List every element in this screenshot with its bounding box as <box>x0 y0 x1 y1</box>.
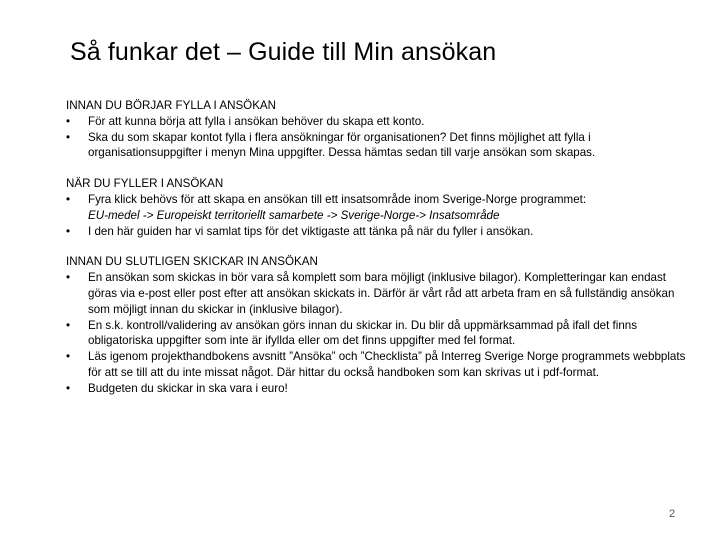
list-item <box>66 381 686 397</box>
list-item <box>66 130 686 162</box>
section-filling-in <box>66 176 686 239</box>
bullet-icon: • <box>66 224 71 238</box>
list-item <box>66 224 686 240</box>
list-item-text: En ansökan som skickas in bör vara så komplett som bara möjligt (inklusive bilagor). Kompletteringar kan endast göras via e-post eller post efter att ansökan skickats in. Därför är vårt råd att arbeta fram en så fullständig ansökan som möjligt innan du skickar in (inklusive bilagor). <box>88 271 675 316</box>
bullet-list <box>66 192 686 239</box>
section-heading: INNAN DU SLUTLIGEN SKICKAR IN ANSÖKAN <box>66 255 318 269</box>
section-before-submit <box>66 254 686 396</box>
list-item <box>66 270 686 317</box>
list-item-text: En s.k. kontroll/validering av ansökan görs innan du skickar in. Du blir då uppmärksammad på ifall det finns obligatoriska uppgifter som inte är ifyllda eller om det finns uppgifter med fel format. <box>88 318 638 348</box>
bullet-icon: • <box>66 350 71 364</box>
navigation-path: EU-medel -> Europeiskt territoriellt samarbete -> Sverige-Norge-> Insatsområde <box>88 208 500 222</box>
list-item <box>66 318 686 350</box>
list-item <box>66 349 686 381</box>
list-item-text: Fyra klick behövs för att skapa en ansökan till ett insatsområde inom Sverige-Norge programmet: <box>88 192 587 206</box>
bullet-icon: • <box>66 114 71 128</box>
section-before-start <box>66 98 686 161</box>
list-item-text: I den här guiden har vi samlat tips för det viktigaste att tänka på när du fyller i ansökan. <box>88 224 534 238</box>
bullet-list <box>66 270 686 396</box>
list-item-text: Läs igenom projekthandbokens avsnitt ”Ansöka” och ”Checklista” på Interreg Sverige Norge programmets webbplats för att se till att du inte missat något. Där hittar du också handboken som kan skrivas ut i pdf-format. <box>88 350 686 379</box>
bullet-icon: • <box>66 271 71 285</box>
page-number: 2 <box>669 508 676 520</box>
bullet-list <box>66 114 686 161</box>
bullet-icon: • <box>66 130 71 144</box>
list-item <box>66 192 686 224</box>
section-heading: NÄR DU FYLLER I ANSÖKAN <box>66 177 224 191</box>
bullet-icon: • <box>66 192 71 206</box>
bullet-icon: • <box>66 318 71 332</box>
list-item <box>66 114 686 130</box>
list-item-text: För att kunna börja att fylla i ansökan behöver du skapa ett konto. <box>88 114 425 128</box>
page-title: Så funkar det – Guide till Min ansökan <box>70 38 497 66</box>
section-heading: INNAN DU BÖRJAR FYLLA I ANSÖKAN <box>66 99 277 112</box>
guide-content <box>66 98 686 412</box>
list-item-text: Ska du som skapar kontot fylla i flera ansökningar för organisationen? Det finns möjlighet att fylla i organisationsuppgifter i menyn Mina uppgifter. Dessa hämtas sedan till varje ansökan som skapas. <box>88 130 596 160</box>
list-item-text: Budgeten du skickar in ska vara i euro! <box>88 381 288 395</box>
bullet-icon: • <box>66 381 71 395</box>
